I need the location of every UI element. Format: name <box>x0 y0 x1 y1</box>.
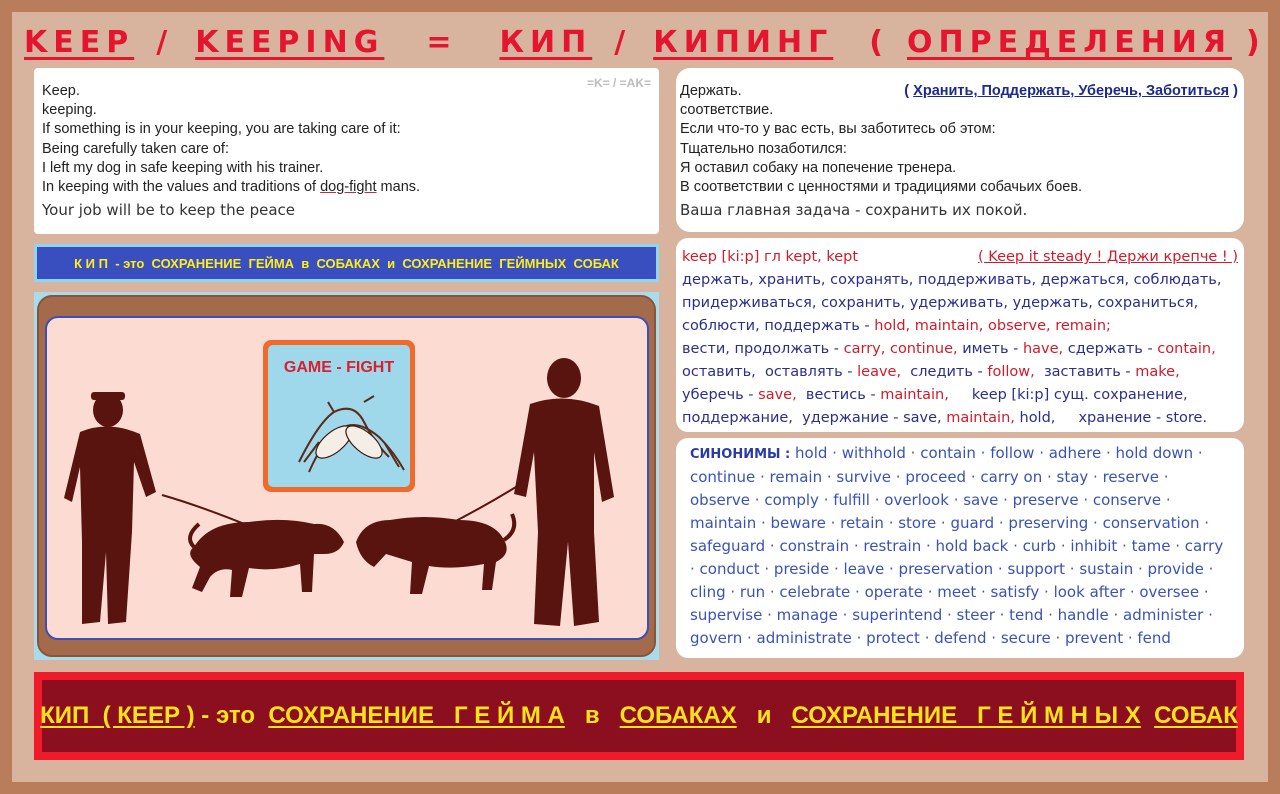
dictionary-line: придерживаться, сохранить, удерживать, удержать, сохраниться, <box>682 295 1199 311</box>
russian-line: Если что-то у вас есть, вы заботитесь об этом: <box>680 121 996 138</box>
english-line: Being carefully taken care of: <box>42 140 229 157</box>
dictionary-line: оставить, оставлять - leave, следить - follow, заставить - make, <box>682 364 1180 380</box>
title-kiping: КИПИНГ <box>653 24 834 60</box>
dictionary-phrase: ( Keep it steady ! Держи крепче ! ) <box>978 249 1238 265</box>
russian-line: Держать. <box>680 83 742 99</box>
english-line: Keep. <box>42 83 80 99</box>
dictionary-entry-panel <box>676 238 1244 432</box>
english-definition-panel <box>34 68 659 234</box>
dictionary-line: уберечь - save, вестись - maintain, keep [ki:p] сущ. сохранение, <box>682 387 1188 403</box>
russian-line: соответствие. <box>680 102 774 119</box>
english-line: If something is in your keeping, you are taking care of it: <box>42 121 401 138</box>
english-line: I left my dog in safe keeping with his trainer. <box>42 159 324 176</box>
russian-line: В соответствии с ценностями и традициями собачьих боев. <box>680 179 1083 196</box>
russian-line: Я оставил собаку на попечение тренера. <box>680 159 957 176</box>
page-title: KEEP / KEEPING = КИП / КИПИНГ ( ОПРЕДЕЛЕНИЯ ) <box>24 24 1266 60</box>
badge-text: GAME - FIGHT <box>283 359 395 376</box>
russian-synonyms-heading: ( Хранить, Поддержать, Уберечь, Заботиться ) <box>904 83 1238 99</box>
dog-handlers-illustration <box>34 292 659 660</box>
russian-line: Тщательно позаботился: <box>680 140 847 157</box>
synonyms-list: hold · withhold · contain · follow · adhere · hold down · continue · remain · survive · proceed · carry on · stay · reserve · observe · comply · fulfill · overlook · save · preserve · conserve · maintain · beware · retain · store · guard · preserving · conservation · safeguard · constrain · restrain · hold back · curb · inhibit · tame · carry · conduct · preside · leave · preservation · support · sustain · provide · cling · run · celebrate · operate · meet · satisfy · look after · oversee · supervise · manage · superintend · steer · tend · handle · administer · govern · administrate · protect · defend · secure · prevent · fend <box>690 444 1224 647</box>
dictionary-line: соблюсти, поддержать - hold, maintain, observe, remain; <box>682 318 1111 334</box>
synonyms-label: СИНОНИМЫ : <box>690 447 791 462</box>
dictionary-line: поддержание, удержание - save, maintain, hold, хранение - store. <box>682 410 1208 426</box>
english-line: keeping. <box>42 102 97 119</box>
russian-definition-panel <box>676 68 1244 232</box>
title-keeping: KEEPING <box>195 24 385 60</box>
english-line: In keeping with the values and traditions of dog-fight mans. <box>42 179 421 196</box>
english-example: Your job will be to keep the peace <box>42 201 296 220</box>
dictionary-line: держать, хранить, сохранять, поддерживать, держаться, соблюдать, <box>682 272 1222 288</box>
source-tag: =K= / =AK= <box>586 76 651 90</box>
footer-banner: КИП ( КЕЕР ) - это СОХРАНЕНИЕ Г Е Й М А в СОБАКАХ и СОХРАНЕНИЕ Г Е Й М Н Ы Х СОБАК <box>34 672 1244 760</box>
russian-example: Ваша главная задача - сохранить их покой. <box>680 201 1028 220</box>
kip-definition-banner: К И П - это СОХРАНЕНИЕ ГЕЙМА в СОБАКАХ и СОХРАНЕНИЕ ГЕЙМНЫХ СОБАК <box>34 244 659 282</box>
title-keep: KEEP <box>24 24 135 60</box>
dictionary-line: вести, продолжать - carry, continue, иметь - have, сдержать - contain, <box>682 341 1216 357</box>
dictionary-headword: keep [ki:p] гл kept, kept <box>682 249 859 265</box>
synonyms-panel <box>676 438 1244 658</box>
dog-fight-link[interactable]: dog-fight <box>320 179 377 196</box>
title-kip: КИП <box>499 24 593 60</box>
game-fight-badge <box>263 340 415 492</box>
title-definitions: ОПРЕДЕЛЕНИЯ <box>906 24 1233 60</box>
